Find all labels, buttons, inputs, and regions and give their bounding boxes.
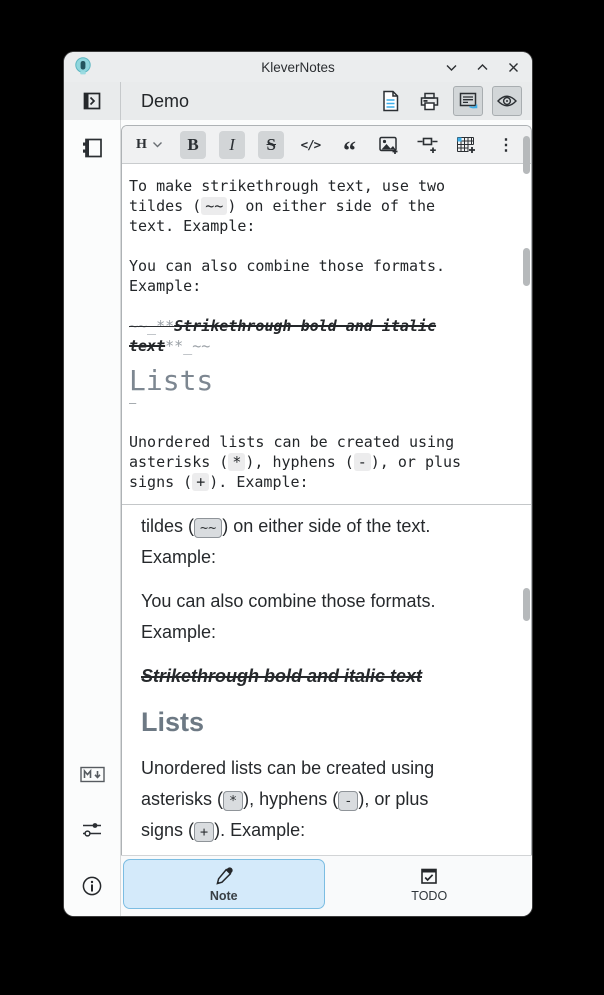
new-document-button[interactable] [375,86,405,116]
code-button[interactable]: </> [300,137,321,152]
document-frame [121,125,532,855]
insert-link-button[interactable] [415,131,441,159]
settings-sliders-button[interactable] [80,820,104,839]
about-button[interactable] [81,875,103,897]
tab-note-label: Note [209,888,238,903]
chevron-down-icon [152,141,163,148]
strikethrough-button[interactable]: S [258,131,284,159]
bottom-tabbar [121,855,532,916]
insert-table-icon [455,135,478,155]
info-icon [81,875,103,897]
blockquote-button[interactable]: “ [343,135,357,165]
minimize-button[interactable] [444,60,458,74]
insert-link-icon [416,135,440,155]
markdown-editor[interactable]: To make strikethrough text, use two tildes ( ~~ ) on either side of the text. Example: You can also combine those formats. Example: ~~_**Strikethrough bold and italic text**_~~ Lists – Unordered lists can be created using asterisks ( * ), hyphens ( - ), or plus signs ( + ). Example: [122,164,531,504]
window-title: KleverNotes [261,59,335,75]
markdown-preview[interactable]: tildes ( ~~ ) on either side of the text. Example: You can also combine those formats. Example: Strikethrough bold and italic text Lists Unordered lists can be created using asterisks ( * ), hyphens ( - ), or plus signs ( + ). Example: [122,505,531,855]
tab-todo-label: TODO [411,888,448,903]
toggle-sidebar-button[interactable] [77,86,107,116]
preview-scrollbar-thumb[interactable] [523,588,530,621]
heading-label: H [136,136,147,152]
preview-toggle-button[interactable] [492,86,522,116]
titlebar[interactable] [64,52,532,82]
sliders-icon [80,820,104,839]
left-sidebar [64,120,121,916]
header-row [64,82,532,120]
markdown-icon [80,766,105,783]
lightbulb-app-icon [73,56,93,78]
markdown-button[interactable] [80,766,105,783]
insert-image-button[interactable] [376,131,402,159]
note-title: Demo [141,90,190,111]
format-toolbar [122,126,531,164]
heading-menu-button[interactable] [132,131,167,159]
insert-table-button[interactable] [454,131,480,159]
klevernotes-window [64,52,532,916]
tab-note[interactable] [123,859,325,909]
split-view-icon [458,91,479,111]
maximize-button[interactable] [475,60,489,74]
insert-image-icon [378,135,400,155]
pencil-icon [214,866,234,886]
editor-scrollbar-thumb[interactable] [523,248,530,286]
printer-icon [419,91,440,112]
more-options-button[interactable]: ⋮ [498,136,515,154]
bold-button[interactable]: B [180,131,206,159]
print-button[interactable] [414,86,444,116]
journal-panel-button[interactable] [79,136,105,160]
eye-preview-icon [496,93,518,109]
journal-panel-icon [79,136,105,160]
todo-check-icon [419,866,439,886]
document-icon [381,90,400,112]
italic-button[interactable]: I [219,131,245,159]
split-view-button[interactable] [453,86,483,116]
tab-todo[interactable] [329,859,531,909]
close-button[interactable] [506,60,520,74]
